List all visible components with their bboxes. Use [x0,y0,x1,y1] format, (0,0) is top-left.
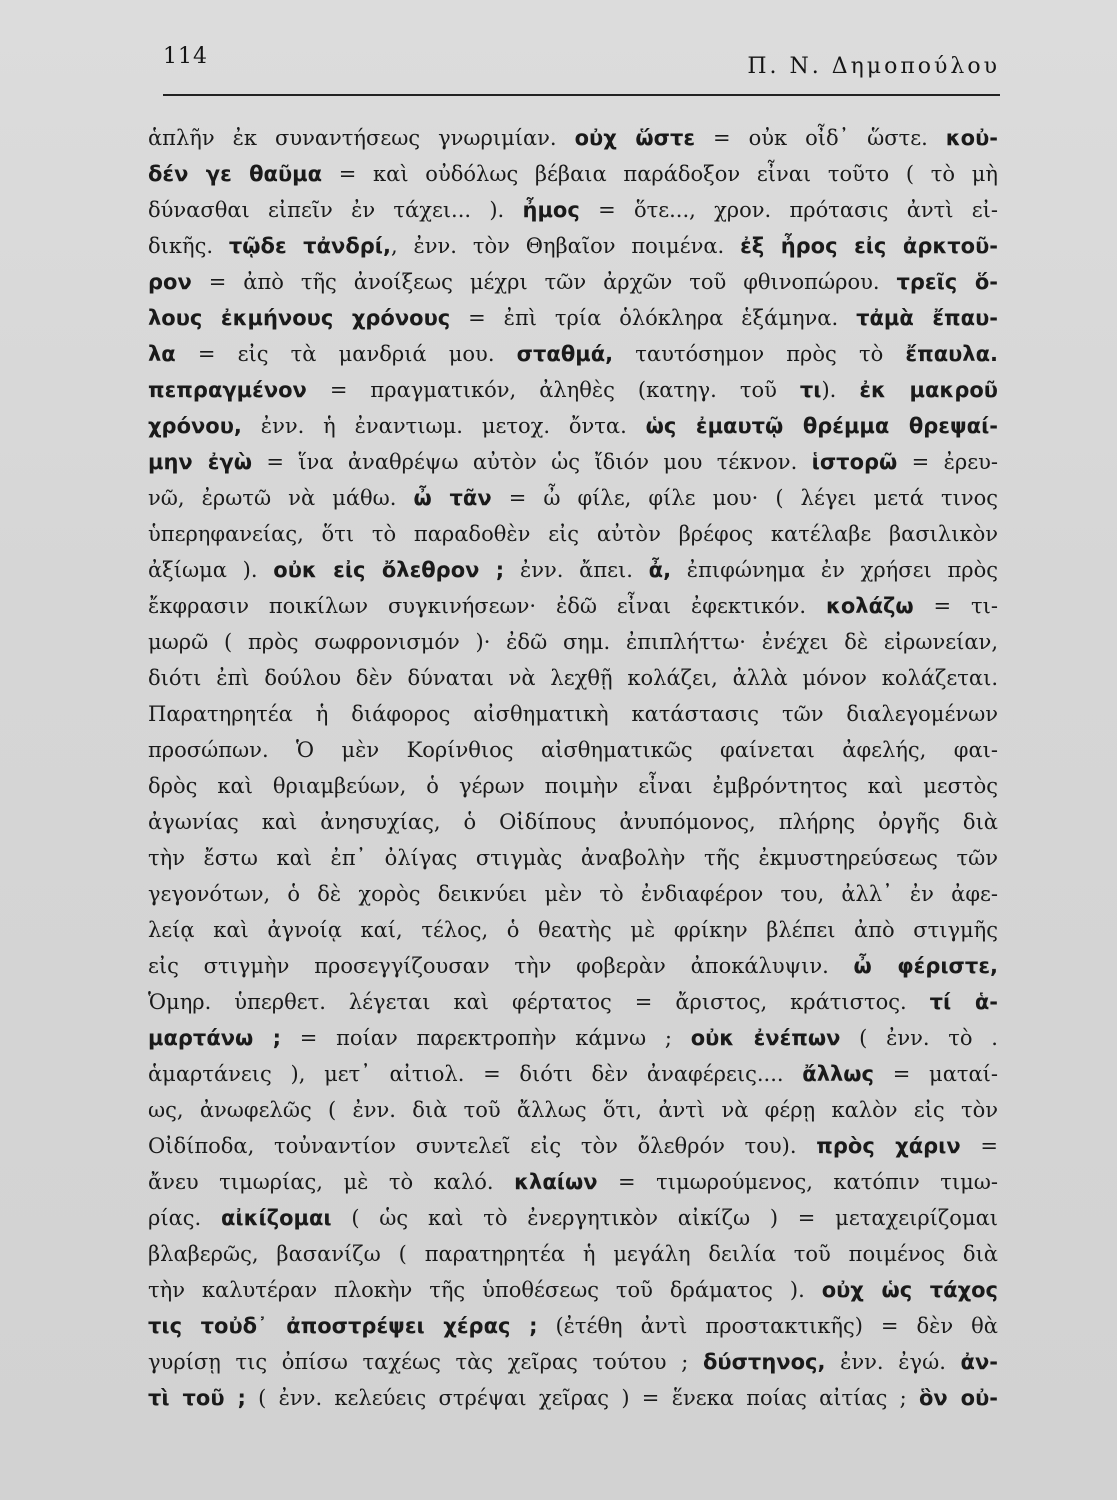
gloss-text: , ἐνν. τὸν Θηβαῖον ποιμένα. [390,234,741,258]
text-line [148,120,998,156]
gloss-text: = πραγματικόν, ἀληθὲς (κατηγ. τοῦ [306,378,800,402]
text-line [148,1128,998,1164]
gloss-text: ως, ἀνωφελῶς ( ἐνν. διὰ τοῦ ἄλλως ὅτι, ἀντὶ νὰ φέρῃ καλὸν εἰς τὸν [148,1098,998,1122]
gloss-text: = ἵνα ἀναθρέψω αὐτὸν ὡς ἴδιόν μου τέκνον. [251,450,812,474]
lemma-term: δέν γε θαῦμα [148,162,323,186]
gloss-text: = ὦ φίλε, φίλε μου· ( λέγει μετά τινος [491,486,998,510]
lemma-term: κλαίων [514,1170,598,1194]
lemma-term: πεπραγμένον [148,378,307,402]
text-line [148,984,998,1020]
gloss-text: ταυτόσημον πρὸς τὸ [613,342,906,366]
gloss-text: Οἰδίποδα, τοὐναντίον συντελεῖ εἰς τὸν ὄλεθρόν του). [148,1134,817,1158]
lemma-term: οὐκ εἰς ὄλεθρον ; [273,558,505,582]
lemma-term: τί ἁ- [929,990,998,1014]
text-line [148,1344,998,1380]
gloss-text: ἀξίωμα ). [148,558,274,582]
gloss-text: εἰς στιγμὴν προσεγγίζουσαν τὴν φοβερὰν ἀποκάλυψιν. [148,954,854,978]
lemma-term: ρον [148,270,192,294]
gloss-text: = ὅτε..., χρον. πρότασις ἀντὶ εἰ- [579,198,998,222]
gloss-text: ἔκφρασιν ποικίλων συγκινήσεων· ἐδῶ εἶναι ἐφεκτικόν. [148,594,826,618]
gloss-text: γεγονότων, ὁ δὲ χορὸς δεικνύει μὲν τὸ ἐνδιαφέρον του, ἀλλ᾽ ἐν ἀφε- [148,882,998,906]
text-line [148,696,998,732]
gloss-text: ἐνν. ἄπει. [504,558,649,582]
gloss-text: βλαβερῶς, βασανίζω ( παρατηρητέα ἡ μεγάλη δειλία τοῦ ποιμένος διὰ [148,1242,998,1266]
text-line [148,660,998,696]
gloss-text: ( ὡς καὶ τὸ ἐνεργητικὸν αἰκίζω ) = μεταχειρίζομαι [331,1206,999,1230]
lemma-term: ἐξ ἦρος εἰς ἀρκτοῦ- [740,234,998,258]
lemma-term: ὃν οὐ- [919,1386,998,1410]
text-line [148,768,998,804]
commentary-text [148,120,998,1416]
gloss-text: = ποίαν παρεκτροπὴν κάμνω ; [281,1026,691,1050]
lemma-term: αἰκίζομαι [220,1206,332,1230]
gloss-text: = καὶ οὐδόλως βέβαια παράδοξον εἶναι τοῦτο ( τὸ μὴ [322,162,998,186]
gloss-text: = εἰς τὰ μανδριά μου. [175,342,517,366]
text-line [148,1092,998,1128]
lemma-term: τὶ τοῦ ; [148,1386,246,1410]
lemma-term: ἦμος [522,198,580,222]
lemma-term: ἀν- [960,1350,998,1374]
lemma-term: ἔπαυλα. [905,342,998,366]
gloss-text: νῶ, ἐρωτῶ νὰ μάθω. [148,486,414,510]
lemma-term: ἆ, [648,558,672,582]
lemma-term: κοὐ- [945,126,998,150]
gloss-text: ἐνν. ἡ ἐναντιωμ. μετοχ. ὄντα. [241,414,646,438]
gloss-text: ὑπερηφανείας, ὅτι τὸ παραδοθὲν εἰς αὐτὸν βρέφος κατέλαβε βασιλικὸν [148,522,998,546]
gloss-text: ἀγωνίας καὶ ἀνησυχίας, ὁ Οἰδίπους ἀνυπόμονος, πλήρης ὀργῆς διὰ [148,810,998,834]
lemma-term: ἐκ μακροῦ [859,378,998,402]
gloss-text: τὴν ἔστω καὶ ἐπ᾽ ὀλίγας στιγμὰς ἀναβολὴν τῆς ἐκμυστηρεύσεως τῶν [148,846,998,870]
page-number: 114 [163,44,208,69]
lemma-term: οὐχ ὥστε [574,126,696,150]
text-line [148,1308,998,1344]
lemma-term: ὡς ἐμαυτῷ θρέμμα θρεψαί- [645,414,998,438]
gloss-text: = τι- [913,594,998,618]
lemma-term: οὐχ ὡς τάχος [821,1278,998,1302]
text-line [148,1020,998,1056]
text-line [148,732,998,768]
lemma-term: σταθμά, [516,342,614,366]
gloss-text: = [960,1134,998,1158]
lemma-term: μαρτάνω ; [148,1026,282,1050]
lemma-term: λα [148,342,176,366]
text-line [148,192,998,228]
text-line [148,1272,998,1308]
lemma-term: ἄλλως [802,1062,874,1086]
gloss-text: ἁμαρτάνεις ), μετ᾽ αἰτιολ. = διότι δὲν ἀναφέρεις.... [148,1062,803,1086]
gloss-text: τὴν καλυτέραν πλοκὴν τῆς ὑποθέσεως τοῦ δράματος ). [148,1278,822,1302]
gloss-text: (ἐτέθη ἀντὶ προστακτικῆς) = δὲν θὰ [537,1314,998,1338]
lemma-term: λους ἐκμήνους χρόνους [148,306,451,330]
gloss-text: Παρατηρητέα ἡ διάφορος αἰσθηματικὴ κατάστασις τῶν διαλεγομένων [148,702,998,726]
text-line [148,588,998,624]
gloss-text: Ὁμηρ. ὑπερθετ. λέγεται καὶ φέρτατος = ἄριστος, κράτιστος. [148,990,930,1014]
lemma-term: ἱστορῶ [811,450,898,474]
lemma-term: τῷδε τἀνδρί, [228,234,391,258]
text-line [148,1056,998,1092]
text-line [148,336,998,372]
text-line [148,1236,998,1272]
gloss-text: δικῆς. [148,234,229,258]
lemma-term: κολάζω [825,594,914,618]
text-line [148,264,998,300]
gloss-text: = ἀπὸ τῆς ἀνοίξεως μέχρι τῶν ἀρχῶν τοῦ φθινοπώρου. [191,270,897,294]
text-line [148,372,998,408]
gloss-text: ἄνευ τιμωρίας, μὲ τὸ καλό. [148,1170,515,1194]
text-line [148,876,998,912]
gloss-text: = τιμωρούμενος, κατόπιν τιμω- [597,1170,999,1194]
gloss-text: δρὸς καὶ θριαμβεύων, ὁ γέρων ποιμὴν εἶναι ἐμβρόντητος καὶ μεστὸς [148,774,998,798]
gloss-text: δύνασθαι εἰπεῖν ἐν τάχει... ). [148,198,523,222]
gloss-text: ἐνν. ἐγώ. [825,1350,961,1374]
lemma-term: τις τοὐδ᾽ ἀποστρέψει χέρας ; [148,1314,538,1338]
gloss-text: μωρῶ ( πρὸς σωφρονισμόν )· ἐδῶ σημ. ἐπιπλήττω· ἐνέχει δὲ εἰρωνείαν, [148,630,998,654]
text-line [148,480,998,516]
gloss-text: λείᾳ καὶ ἀγνοίᾳ καί, τέλος, ὁ θεατὴς μὲ φρίκην βλέπει ἀπὸ στιγμῆς [148,918,998,942]
text-line [148,840,998,876]
gloss-text: = ματαί- [874,1062,999,1086]
lemma-term: τἀμὰ ἔπαυ- [856,306,998,330]
text-line [148,1164,998,1200]
lemma-term: οὐκ ἐνέπων [690,1026,841,1050]
gloss-text: ἐπιφώνημα ἐν χρήσει πρὸς [671,558,999,582]
text-line [148,804,998,840]
running-head: Π. Ν. Δημοπούλου [747,54,1000,79]
text-line [148,228,998,264]
text-line [148,1200,998,1236]
text-line [148,408,998,444]
lemma-term: ὦ τᾶν [413,486,492,510]
gloss-text: ( ἐνν. τὸ . [840,1026,998,1050]
gloss-text: προσώπων. Ὁ μὲν Κορίνθιος αἰσθηματικῶς φαίνεται ἀφελής, φαι- [148,738,998,762]
gloss-text: ἁπλῆν ἐκ συναντήσεως γνωριμίαν. [148,126,575,150]
gloss-text: = ἐρευ- [897,450,999,474]
lemma-term: τι [799,378,822,402]
lemma-term: χρόνου, [148,414,242,438]
page-header [163,44,1000,96]
gloss-text: ). [821,378,860,402]
text-line [148,156,998,192]
text-line [148,1380,998,1416]
gloss-text: ρίας. [148,1206,221,1230]
text-line [148,300,998,336]
text-line [148,552,998,588]
gloss-text: = ἐπὶ τρία ὁλόκληρα ἑξάμηνα. [450,306,857,330]
text-line [148,624,998,660]
gloss-text: διότι ἐπὶ δούλου δὲν δύναται νὰ λεχθῇ κολάζει, ἀλλὰ μόνον κολάζεται. [148,666,998,690]
lemma-term: δύστηνος, [702,1350,826,1374]
text-line [148,912,998,948]
text-line [148,948,998,984]
lemma-term: ὦ φέριστε, [853,954,998,978]
text-line [148,516,998,552]
lemma-term: τρεῖς ὅ- [896,270,998,294]
lemma-term: μην ἐγὼ [148,450,252,474]
gloss-text: γυρίσῃ τις ὀπίσω ταχέως τὰς χεῖρας τούτου ; [148,1350,703,1374]
lemma-term: πρὸς χάριν [816,1134,961,1158]
gloss-text: ( ἐνν. κελεύεις στρέψαι χεῖρας ) = ἕνεκα ποίας αἰτίας ; [245,1386,919,1410]
gloss-text: = οὐκ οἶδ᾽ ὥστε. [695,126,946,150]
text-line [148,444,998,480]
